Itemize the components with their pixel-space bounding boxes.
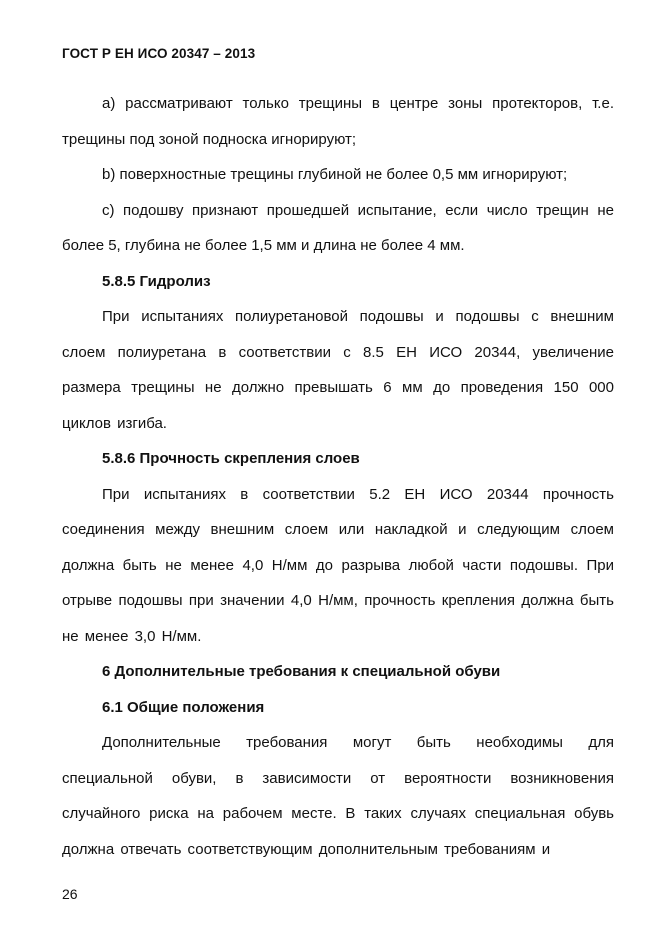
paragraph-5-8-5: При испытаниях полиуретановой подошвы и подошвы с внешним слоем полиуретана в соответствии с 8.5 ЕН ИСО 20344, увеличение размера трещины не должно превышать 6 мм до проведения 150 000 циклов изгиба. <box>62 308 614 432</box>
paragraph-5-8-6: При испытаниях в соответствии 5.2 ЕН ИСО 20344 прочность соединения между внешним слоем или накладкой и следующим слоем должна быть не менее 4,0 Н/мм до разрыва любой части подошвы. При отрыве подошвы при значении 4,0 Н/мм, прочность крепления должна быть не менее 3,0 Н/мм. <box>62 485 614 645</box>
document-body <box>62 86 614 867</box>
section-heading-6: 6 Дополнительные требования к специальной обуви <box>102 663 501 680</box>
paragraph-6-1: Дополнительные требования могут быть необходимы для специальной обуви, в зависимости от вероятности возникновения случайного риска на рабочем месте. В таких случаях специальная обувь должна отвечать соответствующим дополнительным требованиям и <box>62 734 614 858</box>
list-item-a: a) рассматривают только трещины в центре зоны протекторов, т.е. трещины под зоной подноска игнорируют; <box>62 95 614 148</box>
page-number: 26 <box>62 886 78 902</box>
section-heading-6-1: 6.1 Общие положения <box>102 698 265 716</box>
section-heading-5-8-6: 5.8.6 Прочность скрепления слоев <box>102 450 360 467</box>
list-item-b: b) поверхностные трещины глубиной не более 0,5 мм игнорируют; <box>102 166 568 183</box>
section-heading-5-8-5: 5.8.5 Гидролиз <box>102 272 211 290</box>
document-standard-header: ГОСТ Р ЕН ИСО 20347 – 2013 <box>62 46 256 61</box>
list-item-c: c) подошву признают прошедшей испытание, если число трещин не более 5, глубина не более 1,5 мм и длина не более 4 мм. <box>62 201 614 254</box>
